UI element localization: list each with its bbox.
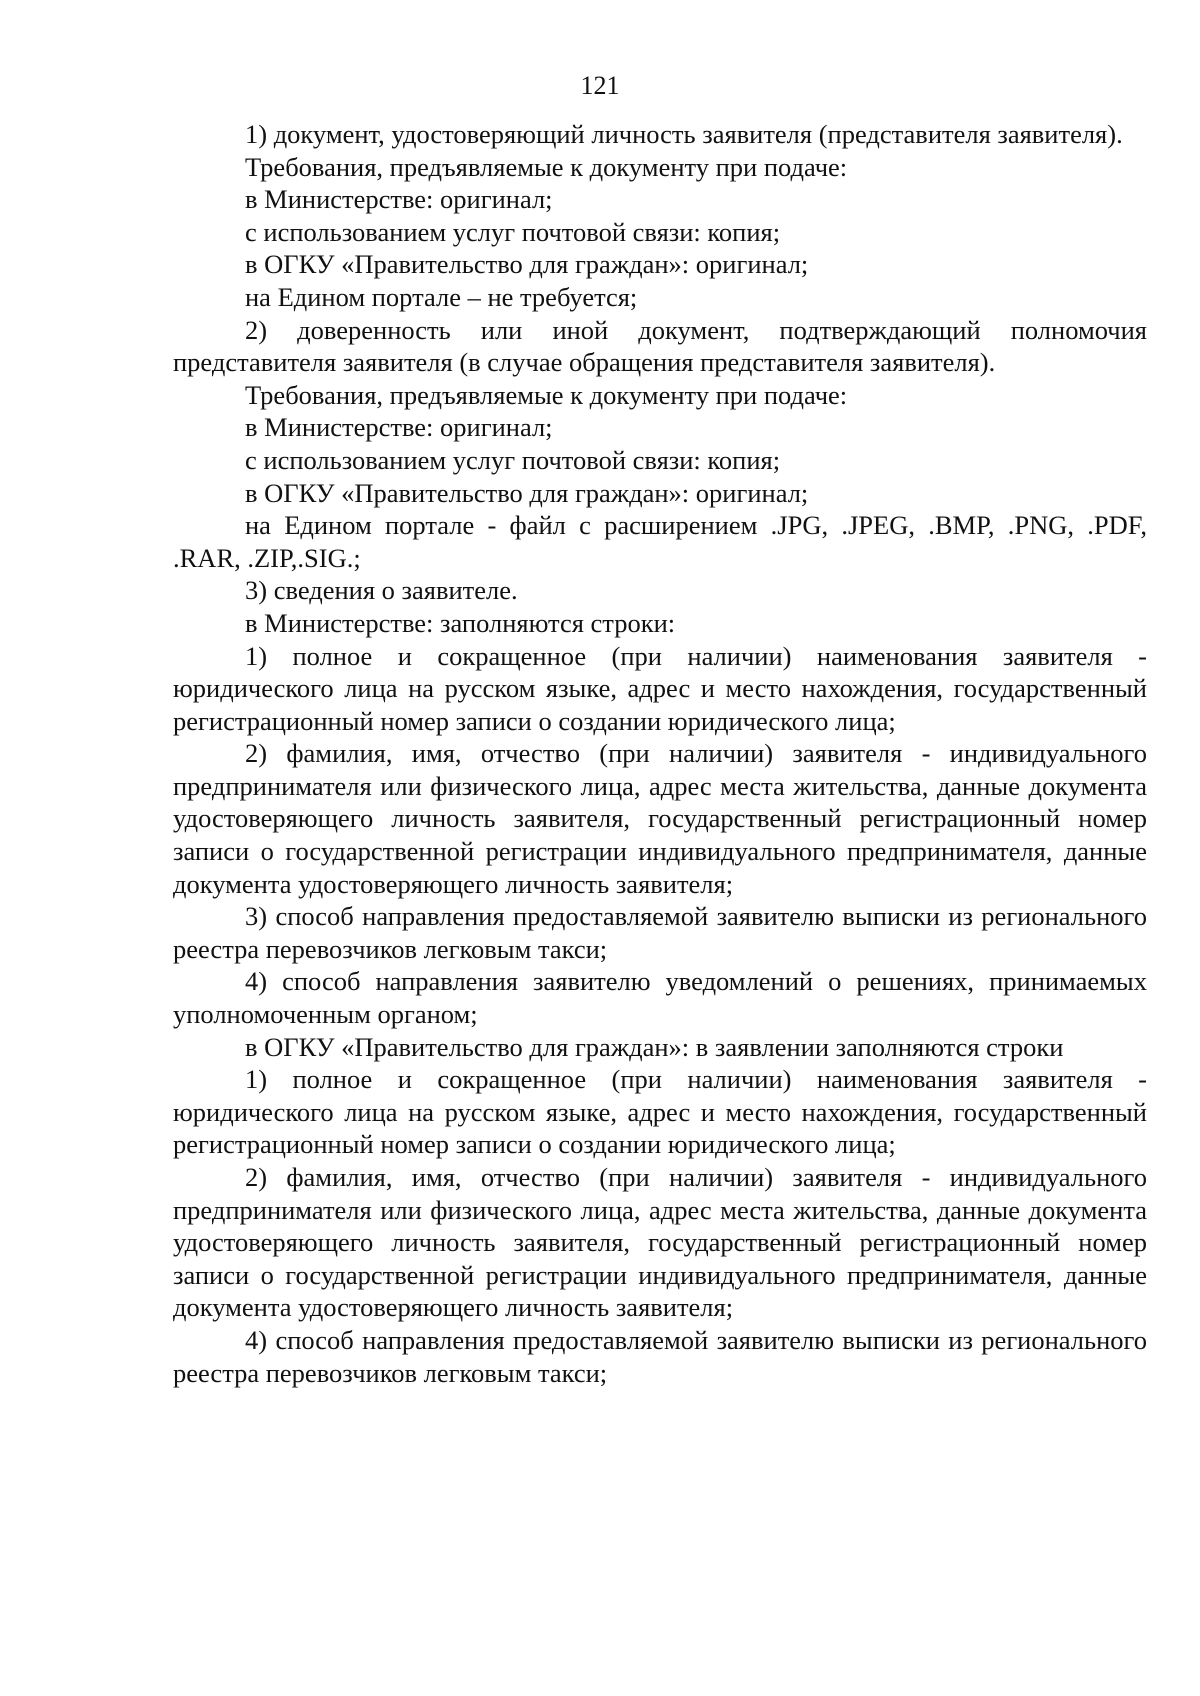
paragraph: 1) полное и сокращенное (при наличии) наименования заявителя - юридического лица на русском языке, адрес и место нахождения, государственный регистрационный номер записи о создании юридического лица;: [173, 640, 1147, 736]
paragraph: Требования, предъявляемые к документу при подаче:: [245, 151, 848, 182]
paragraph: 1) документ, удостоверяющий личность заявителя (представителя заявителя).: [245, 119, 1123, 149]
paragraph: с использованием услуг почтовой связи: копия;: [245, 444, 781, 475]
paragraph: 2) фамилия, имя, отчество (при наличии) заявителя - индивидуального предпринимателя или физического лица, адрес места жительства, данные документа удостоверяющего личность заявителя, государственный регистрационный номер записи о государственной регистрации индивидуального предпринимателя, данные документа удостоверяющего личность заявителя;: [173, 1162, 1147, 1323]
paragraph: 2) доверенность или иной документ, подтверждающий полномочия представителя заявителя (в случае обращения представителя заявителя).: [173, 314, 1147, 378]
paragraph: с использованием услуг почтовой связи: копия;: [245, 216, 781, 247]
paragraph: 4) способ направления предоставляемой заявителю выписки из регионального реестра перевозчиков легковым такси;: [173, 1324, 1147, 1388]
paragraph: 1) полное и сокращенное (при наличии) наименования заявителя - юридического лица на русском языке, адрес и место нахождения, государственный регистрационный номер записи о создании юридического лица;: [173, 1064, 1147, 1160]
paragraph: на Едином портале – не требуется;: [245, 281, 638, 312]
paragraph: в ОГКУ «Правительство для граждан»: оригинал;: [245, 249, 809, 280]
paragraph: в Министерстве: оригинал;: [245, 412, 553, 443]
page-number: 121: [580, 71, 620, 100]
document-body: [173, 118, 1147, 1389]
paragraph: 3) сведения о заявителе.: [245, 575, 518, 606]
paragraph: Требования, предъявляемые к документу при подаче:: [245, 379, 848, 410]
paragraph: на Едином портале - файл с расширением .JPG, .JPEG, .BMP, .PNG, .PDF, .RAR, .ZIP,.SIG.;: [173, 510, 1147, 573]
paragraph: 4) способ направления заявителю уведомлений о решениях, принимаемых уполномоченным органом;: [173, 966, 1147, 1030]
paragraph: в ОГКУ «Правительство для граждан»: в заявлении заполняются строки: [245, 1031, 1064, 1062]
paragraph: 2) фамилия, имя, отчество (при наличии) заявителя - индивидуального предпринимателя или физического лица, адрес места жительства, данные документа удостоверяющего личность заявителя, государственный регистрационный номер записи о государственной регистрации индивидуального предпринимателя, данные документа удостоверяющего личность заявителя;: [173, 738, 1147, 899]
paragraph: в Министерстве: заполняются строки:: [245, 607, 676, 638]
paragraph: 3) способ направления предоставляемой заявителю выписки из регионального реестра перевозчиков легковым такси;: [173, 901, 1147, 964]
paragraph: в ОГКУ «Правительство для граждан»: оригинал;: [245, 477, 809, 508]
paragraph: в Министерстве: оригинал;: [245, 184, 553, 215]
